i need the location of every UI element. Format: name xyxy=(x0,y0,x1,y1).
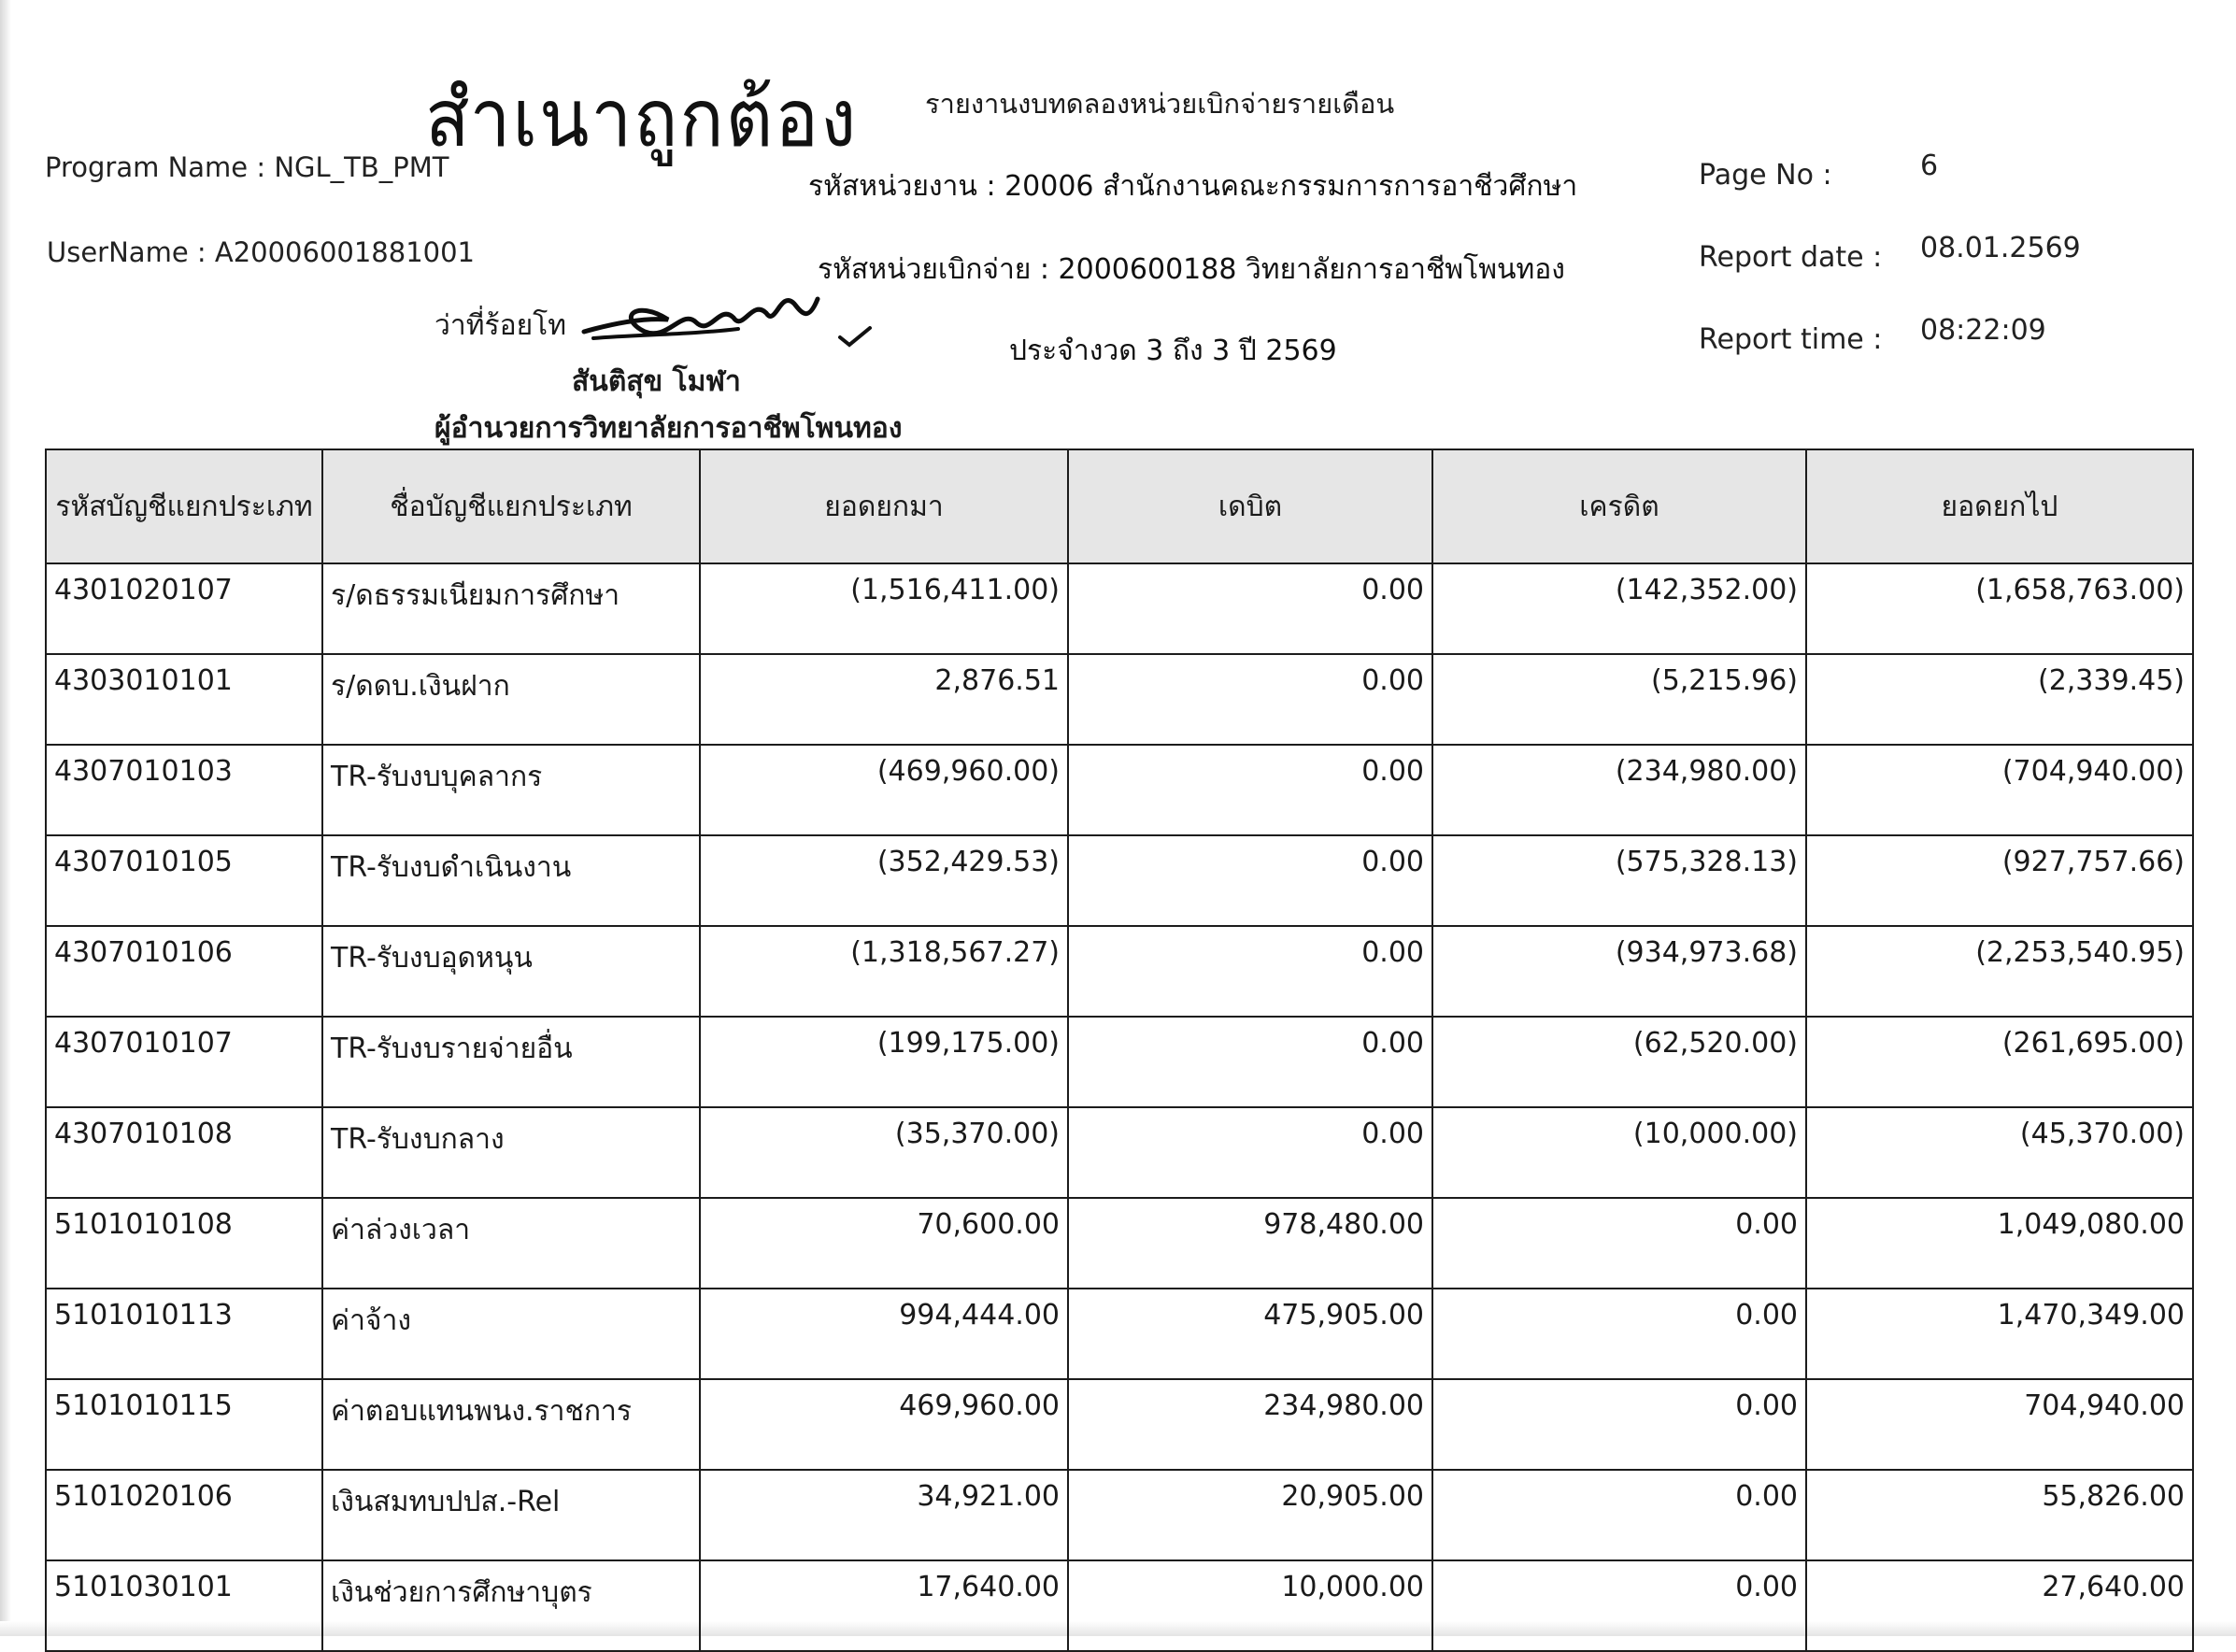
report-period: ประจำงวด 3 ถึง 3 ปี 2569 xyxy=(1009,335,1337,367)
cell-account-name: TR-รับงบดำเนินงาน xyxy=(322,835,700,926)
cell-account-code: 5101010115 xyxy=(46,1379,322,1470)
username: UserName : A20006001881001 xyxy=(47,236,476,268)
page-no-label: Page No : xyxy=(1699,159,1832,192)
cell-account-code: 4307010108 xyxy=(46,1107,322,1198)
cell-account-name: TR-รับงบบุคลากร xyxy=(322,745,700,835)
cell-credit: 0.00 xyxy=(1432,1470,1806,1560)
cell-debit: 10,000.00 xyxy=(1068,1560,1432,1651)
report-title: รายงานงบทดลองหน่วยเบิกจ่ายรายเดือน xyxy=(925,88,1395,120)
disbursing-unit-code: รหัสหน่วยเบิกจ่าย : 2000600188 วิทยาลัยการอาชีพโพนทอง xyxy=(818,253,1565,286)
cell-opening-balance: 2,876.51 xyxy=(700,654,1068,745)
column-header-debit: เดบิต xyxy=(1068,449,1432,563)
cell-account-name: ร/ดดบ.เงินฝาก xyxy=(322,654,700,745)
signer-name: สันติสุข โมฬา xyxy=(572,365,741,398)
cell-account-name: เงินสมทบปปส.-Rel xyxy=(322,1470,700,1560)
cell-credit: 0.00 xyxy=(1432,1198,1806,1289)
cell-credit: (575,328.13) xyxy=(1432,835,1806,926)
cell-debit: 978,480.00 xyxy=(1068,1198,1432,1289)
cell-account-name: เงินช่วยการศึกษาบุตร xyxy=(322,1560,700,1651)
cell-account-name: ค่าล่วงเวลา xyxy=(322,1198,700,1289)
report-time-label: Report time : xyxy=(1699,323,1883,356)
cell-opening-balance: 17,640.00 xyxy=(700,1560,1068,1651)
table-row xyxy=(46,654,2193,745)
cell-debit: 0.00 xyxy=(1068,926,1432,1017)
cell-credit: 0.00 xyxy=(1432,1379,1806,1470)
cell-opening-balance: 34,921.00 xyxy=(700,1470,1068,1560)
table-row xyxy=(46,1198,2193,1289)
cell-account-name: ร/ดธรรมเนียมการศึกษา xyxy=(322,563,700,654)
table-row xyxy=(46,1107,2193,1198)
table-row xyxy=(46,926,2193,1017)
cell-opening-balance: (352,429.53) xyxy=(700,835,1068,926)
column-header-closing-balance: ยอดยกไป xyxy=(1806,449,2193,563)
handwritten-signature xyxy=(579,280,822,369)
cell-account-code: 5101010113 xyxy=(46,1289,322,1379)
report-time-value: 08:22:09 xyxy=(1920,314,2046,347)
cell-opening-balance: 994,444.00 xyxy=(700,1289,1068,1379)
table-row xyxy=(46,1470,2193,1560)
cell-closing-balance: (45,370.00) xyxy=(1806,1107,2193,1198)
cell-closing-balance: (2,339.45) xyxy=(1806,654,2193,745)
cell-account-name: ค่าตอบแทนพนง.ราชการ xyxy=(322,1379,700,1470)
cell-account-code: 5101030101 xyxy=(46,1560,322,1651)
cell-opening-balance: (469,960.00) xyxy=(700,745,1068,835)
check-mark-icon xyxy=(836,322,874,350)
table-row xyxy=(46,835,2193,926)
cell-debit: 0.00 xyxy=(1068,654,1432,745)
cell-debit: 0.00 xyxy=(1068,563,1432,654)
cell-opening-balance: 469,960.00 xyxy=(700,1379,1068,1470)
cell-closing-balance: 1,470,349.00 xyxy=(1806,1289,2193,1379)
cell-credit: (10,000.00) xyxy=(1432,1107,1806,1198)
table-row xyxy=(46,745,2193,835)
cell-credit: 0.00 xyxy=(1432,1560,1806,1651)
cell-debit: 0.00 xyxy=(1068,745,1432,835)
cell-debit: 0.00 xyxy=(1068,835,1432,926)
report-date-label: Report date : xyxy=(1699,241,1883,274)
table-row xyxy=(46,1379,2193,1470)
signer-rank: ว่าที่ร้อยโท xyxy=(434,309,567,342)
cell-account-code: 5101010108 xyxy=(46,1198,322,1289)
cell-debit: 234,980.00 xyxy=(1068,1379,1432,1470)
cell-credit: (62,520.00) xyxy=(1432,1017,1806,1107)
cell-opening-balance: (35,370.00) xyxy=(700,1107,1068,1198)
cell-closing-balance: (1,658,763.00) xyxy=(1806,563,2193,654)
cell-debit: 0.00 xyxy=(1068,1107,1432,1198)
cell-account-code: 4301020107 xyxy=(46,563,322,654)
scan-left-edge xyxy=(0,0,11,1636)
cell-closing-balance: 1,049,080.00 xyxy=(1806,1198,2193,1289)
cell-closing-balance: (2,253,540.95) xyxy=(1806,926,2193,1017)
report-date-value: 08.01.2569 xyxy=(1920,232,2081,264)
cell-closing-balance: (704,940.00) xyxy=(1806,745,2193,835)
cell-opening-balance: (199,175.00) xyxy=(700,1017,1068,1107)
cell-account-name: ค่าจ้าง xyxy=(322,1289,700,1379)
cell-account-code: 4307010103 xyxy=(46,745,322,835)
trial-balance-table xyxy=(45,449,2194,1652)
cell-opening-balance: (1,318,567.27) xyxy=(700,926,1068,1017)
certified-copy-stamp: สำเนาถูกต้อง xyxy=(425,72,859,165)
cell-debit: 475,905.00 xyxy=(1068,1289,1432,1379)
cell-account-code: 5101020106 xyxy=(46,1470,322,1560)
cell-credit: (5,215.96) xyxy=(1432,654,1806,745)
cell-closing-balance: 704,940.00 xyxy=(1806,1379,2193,1470)
cell-credit: 0.00 xyxy=(1432,1289,1806,1379)
cell-credit: (234,980.00) xyxy=(1432,745,1806,835)
column-header-account-code: รหัสบัญชีแยกประเภท xyxy=(46,449,322,563)
cell-debit: 0.00 xyxy=(1068,1017,1432,1107)
table-row xyxy=(46,1017,2193,1107)
table-row xyxy=(46,563,2193,654)
cell-closing-balance: (261,695.00) xyxy=(1806,1017,2193,1107)
cell-account-name: TR-รับงบรายจ่ายอื่น xyxy=(322,1017,700,1107)
cell-debit: 20,905.00 xyxy=(1068,1470,1432,1560)
column-header-opening-balance: ยอดยกมา xyxy=(700,449,1068,563)
cell-account-code: 4307010106 xyxy=(46,926,322,1017)
cell-account-code: 4307010105 xyxy=(46,835,322,926)
column-header-account-name: ชื่อบัญชีแยกประเภท xyxy=(322,449,700,563)
cell-closing-balance: (927,757.66) xyxy=(1806,835,2193,926)
column-header-credit: เครดิต xyxy=(1432,449,1806,563)
cell-closing-balance: 27,640.00 xyxy=(1806,1560,2193,1651)
page-no-value: 6 xyxy=(1920,150,1939,182)
agency-code: รหัสหน่วยงาน : 20006 สำนักงานคณะกรรมการการอาชีวศึกษา xyxy=(808,170,1578,203)
cell-credit: (934,973.68) xyxy=(1432,926,1806,1017)
cell-account-code: 4303010101 xyxy=(46,654,322,745)
signer-position: ผู้อำนวยการวิทยาลัยการอาชีพโพนทอง xyxy=(434,412,903,445)
cell-account-name: TR-รับงบอุดหนุน xyxy=(322,926,700,1017)
table-row xyxy=(46,1289,2193,1379)
table-header-row xyxy=(46,449,2193,563)
cell-account-name: TR-รับงบกลาง xyxy=(322,1107,700,1198)
cell-credit: (142,352.00) xyxy=(1432,563,1806,654)
cell-account-code: 4307010107 xyxy=(46,1017,322,1107)
cell-opening-balance: 70,600.00 xyxy=(700,1198,1068,1289)
cell-closing-balance: 55,826.00 xyxy=(1806,1470,2193,1560)
cell-opening-balance: (1,516,411.00) xyxy=(700,563,1068,654)
program-name: Program Name : NGL_TB_PMT xyxy=(45,151,449,183)
table-row xyxy=(46,1560,2193,1651)
